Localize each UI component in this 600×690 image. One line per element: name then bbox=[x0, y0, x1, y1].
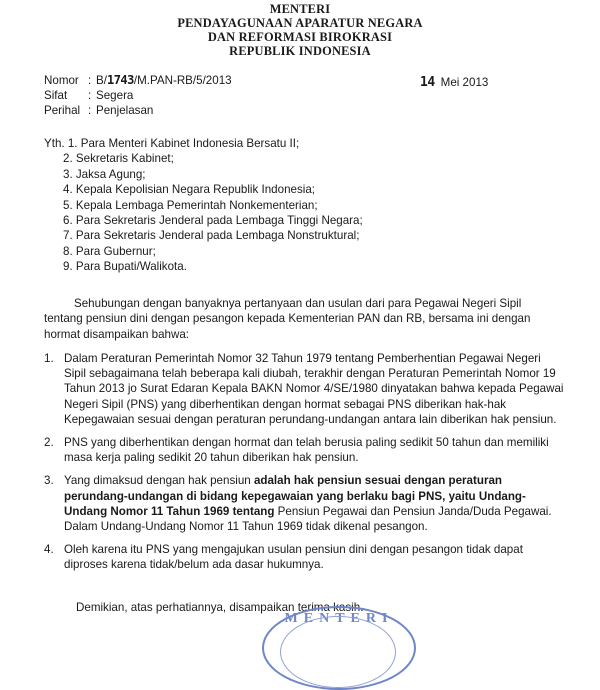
point-2 bbox=[44, 435, 564, 465]
nomor-prefix: B/ bbox=[96, 74, 107, 87]
closing-sentence: Demikian, atas perhatiannya, disampaikan terima kasih. bbox=[76, 601, 364, 614]
list-item: 3. Jaksa Agung; bbox=[63, 167, 146, 181]
date-month-year: Mei 2013 bbox=[440, 76, 489, 89]
letterhead-line-2: PENDAYAGUNAAN APARATUR NEGARA bbox=[177, 16, 423, 30]
nomor-handwritten: 1743 bbox=[106, 73, 134, 87]
nomor-suffix: /M.PAN-RB/5/2013 bbox=[133, 74, 232, 87]
letterhead-line-3: DAN REFORMASI BIROKRASI bbox=[207, 30, 393, 44]
perihal-label: Perihal bbox=[44, 104, 81, 117]
list-item: 7. Para Sekretaris Jenderal pada Lembaga Nonstruktural; bbox=[63, 229, 360, 243]
point-text: PNS yang diberhentikan dengan hormat dan telah berusia paling sedikit 50 tahun dan memiliki masa kerja paling sedikit 20 tahun diberikan hak pensiun. bbox=[64, 436, 549, 465]
letterhead-line-4: REPUBLIK INDONESIA bbox=[229, 44, 371, 58]
list-item: 9. Para Bupati/Walikota. bbox=[63, 260, 187, 274]
perihal-row bbox=[44, 103, 232, 118]
intro-paragraph: Sehubungan dengan banyaknya pertanyaan dan usulan dari para Pegawai Negeri Sipil tentang pensiun dini dengan pesangon kepada Kementerian PAN dan RB, bersama ini dengan hormat disampaikan bahwa: bbox=[44, 297, 531, 341]
point-4 bbox=[44, 542, 564, 572]
recipients bbox=[44, 136, 363, 275]
point-number: 4. bbox=[44, 543, 54, 557]
nomor-label: Nomor bbox=[44, 74, 79, 87]
point-1 bbox=[44, 351, 564, 427]
sifat-value: Segera bbox=[96, 89, 134, 102]
point-text: Dalam Peraturan Pemerintah Nomor 32 Tahun 1979 tentang Pemberhentian Pegawai Negeri Sipil sebagaimana telah beberapa kali diubah, terakhir dengan Peraturan Pemerintah Nomor 19 Tahun 2013 jo Surat Edaran Kepala BAKN Nomor 4/SE/1980 dinyatakan bahwa kepada Pegawai Negeri Sipil (PNS) yang diberhentikan dengan hormat sebagai PNS diberikan hak-hak Kepegawaian sesuai dengan peraturan perundang-undangan antara lain diberikan hak pensiun. bbox=[64, 352, 564, 426]
letter-meta bbox=[44, 73, 232, 118]
sifat-colon: : bbox=[88, 89, 92, 102]
stamp-inner-ring bbox=[280, 616, 396, 688]
nomor-colon: : bbox=[88, 74, 92, 87]
sifat-row bbox=[44, 88, 232, 103]
point-3-text-c: Pensiun Pegawai dan Pensiun Janda/Duda Pegawai. bbox=[274, 504, 552, 518]
perihal-colon: : bbox=[88, 104, 92, 117]
numbered-points bbox=[44, 351, 564, 581]
list-item: 4. Kepala Kepolisian Negara Republik Indonesia; bbox=[63, 183, 316, 197]
list-item: 8. Para Gubernur; bbox=[63, 244, 156, 258]
point-3-text-a: Yang dimaksud dengan hak pensiun bbox=[64, 474, 254, 488]
date-day-handwritten: 14 bbox=[420, 75, 435, 90]
stamp-text: MENTERI bbox=[284, 611, 394, 626]
perihal-value: Penjelasan bbox=[96, 104, 154, 117]
sifat-label: Sifat bbox=[44, 89, 68, 102]
nomor-row bbox=[44, 73, 232, 88]
recipient-list bbox=[44, 151, 363, 274]
recipient-lead: Yth. 1. Para Menteri Kabinet Indonesia Bersatu II; bbox=[44, 137, 300, 150]
point-number: 1. bbox=[44, 352, 54, 365]
list-item: 5. Kepala Lembaga Pemerintah Nonkementerian; bbox=[63, 198, 318, 212]
point-3-text-bold: adalah hak pensiun sesuai dengan peraturan perundang-undangan di bidang kepegawaian yang berlaku bagi PNS, yaitu Undang-Undang Nomor 11 Tahun 1969 tentang bbox=[64, 474, 526, 518]
point-text bbox=[64, 473, 564, 534]
point-text: Oleh karena itu PNS yang mengajukan usulan pensiun dini dengan pesangon tidak dapat diproses karena tidak/belum ada dasar hukumnya. bbox=[64, 543, 523, 572]
list-item: 2. Sekretaris Kabinet; bbox=[63, 152, 174, 166]
point-number: 3. bbox=[44, 474, 54, 488]
letterhead bbox=[0, 2, 600, 58]
point-3 bbox=[44, 473, 564, 534]
letter-date bbox=[420, 75, 488, 90]
point-3-text-d: Dalam Undang-Undang Nomor 11 Tahun 1969 tidak dikenal pesangon. bbox=[64, 520, 428, 534]
official-stamp bbox=[262, 606, 416, 690]
list-item: 6. Para Sekretaris Jenderal pada Lembaga Tinggi Negara; bbox=[63, 214, 363, 228]
point-number: 2. bbox=[44, 436, 54, 450]
letterhead-line-1: MENTERI bbox=[269, 2, 331, 16]
